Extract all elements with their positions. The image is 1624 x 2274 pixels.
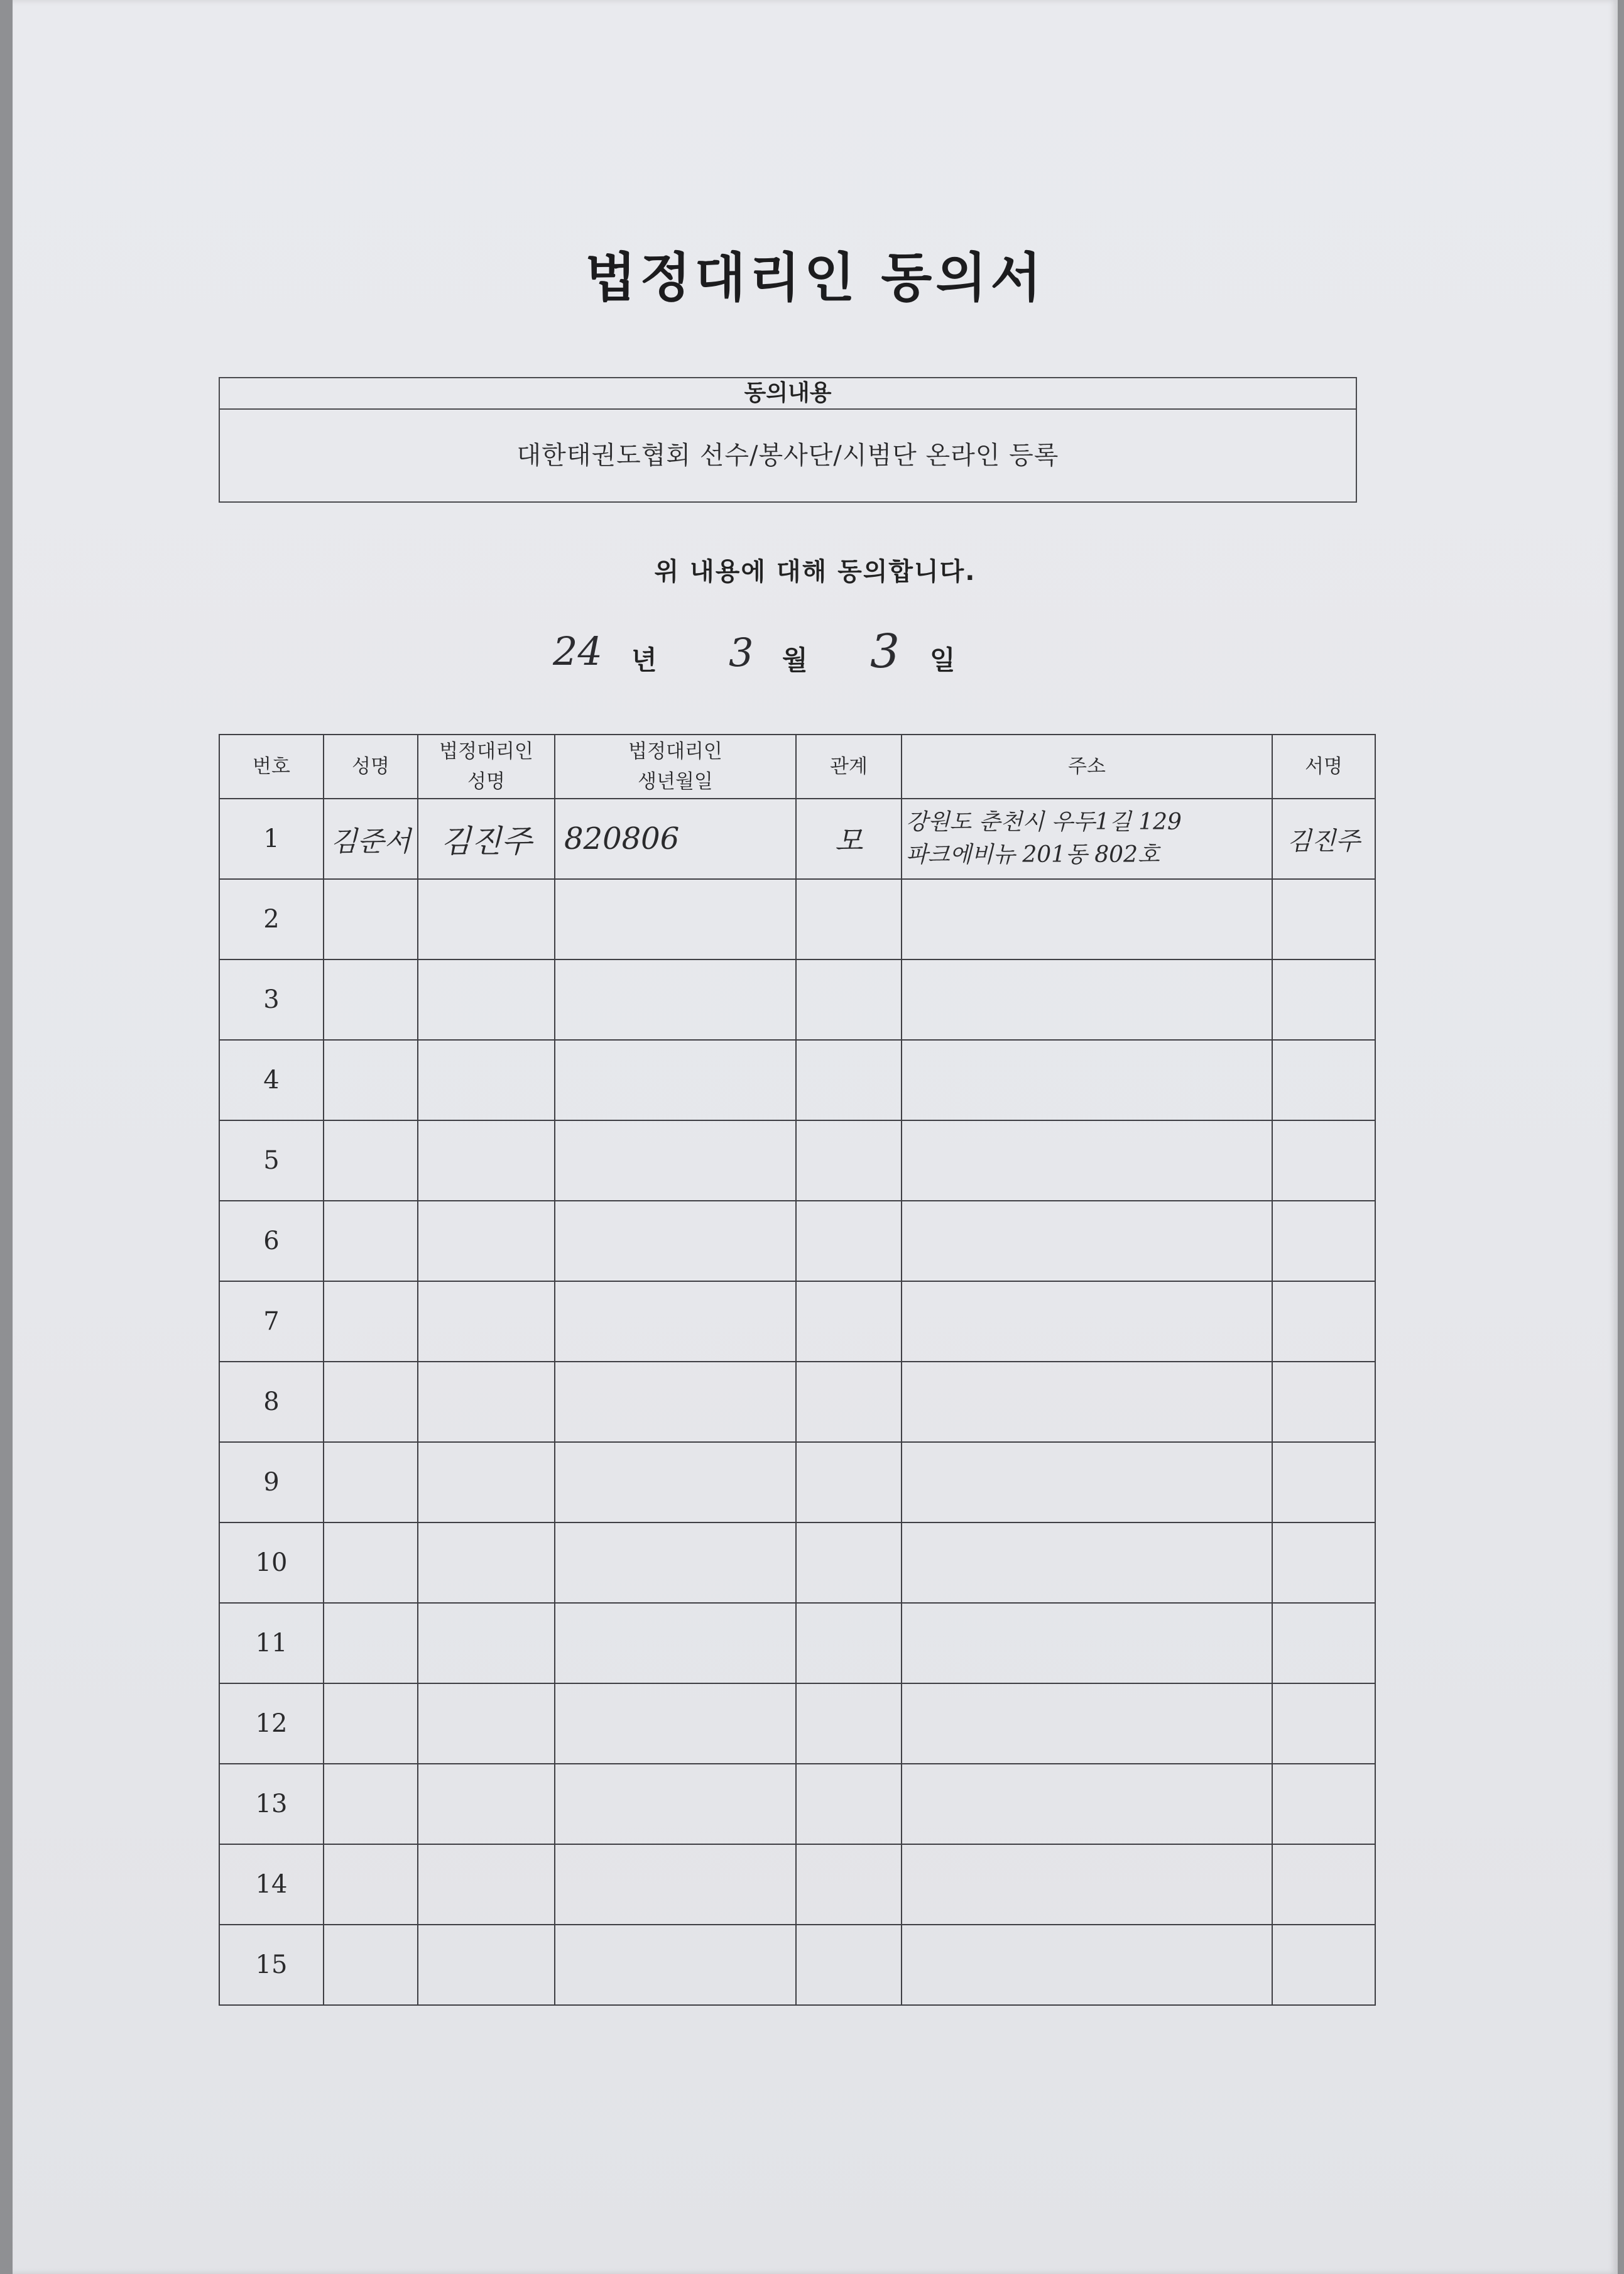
cell-address [902, 1683, 1272, 1764]
cell-relation [796, 1603, 902, 1683]
header-signature: 서명 [1272, 735, 1375, 799]
header-name: 성명 [324, 735, 418, 799]
cell-relation [796, 1442, 902, 1522]
cell-guardian-birth [555, 1925, 796, 2005]
cell-name [324, 1442, 418, 1522]
cell-signature [1272, 959, 1375, 1040]
address-line1: 강원도 춘천시 우두1길 129 [906, 809, 1182, 835]
header-guardian-birth-line2: 생년월일 [638, 770, 713, 793]
row-number: 15 [219, 1925, 324, 2005]
date-month-unit: 월 [782, 645, 808, 675]
row-number: 4 [219, 1040, 324, 1120]
row-number: 13 [219, 1764, 324, 1844]
row-number: 8 [219, 1362, 324, 1442]
date-day-handwritten: 3 [870, 625, 900, 679]
cell-name [324, 1764, 418, 1844]
table-header-row [219, 735, 1375, 799]
cell-name [324, 879, 418, 959]
table-row [219, 1120, 1375, 1201]
cell-relation [796, 1040, 902, 1120]
cell-relation [796, 1522, 902, 1603]
cell-name [324, 1844, 418, 1925]
table-row [219, 1201, 1375, 1281]
cell-name [324, 1362, 418, 1442]
cell-address [902, 1362, 1272, 1442]
row-number: 10 [219, 1522, 324, 1603]
table-row [219, 1844, 1375, 1925]
cell-name [324, 1120, 418, 1201]
cell-guardian-birth [555, 1362, 796, 1442]
agree-statement: 위 내용에 대해 동의합니다. [654, 557, 976, 586]
cell-relation [796, 1925, 902, 2005]
table-row [219, 1281, 1375, 1362]
cell-address [902, 1764, 1272, 1844]
cell-guardian-birth [555, 1844, 796, 1925]
cell-guardian-name [418, 1442, 555, 1522]
cell-guardian-birth [555, 1201, 796, 1281]
cell-guardian-birth [555, 1040, 796, 1120]
cell-address [902, 1603, 1272, 1683]
cell-signature [1272, 879, 1375, 959]
header-guardian-name-line1: 법정대리인 [439, 740, 533, 763]
cell-relation [796, 1120, 902, 1201]
cell-name [324, 1683, 418, 1764]
cell-guardian-name [418, 1925, 555, 2005]
date-line [13, 625, 1618, 685]
cell-signature [1272, 1201, 1375, 1281]
cell-name [324, 959, 418, 1040]
cell-signature [1272, 1281, 1375, 1362]
cell-relation [796, 1201, 902, 1281]
cell-relation [796, 1683, 902, 1764]
row-number: 11 [219, 1603, 324, 1683]
relation-handwritten: 모 [796, 799, 902, 879]
cell-guardian-birth [555, 1120, 796, 1201]
guardian-name-handwritten: 김진주 [418, 799, 555, 879]
table-row [219, 959, 1375, 1040]
table-row [219, 1603, 1375, 1683]
cell-guardian-name [418, 1040, 555, 1120]
cell-name [324, 1040, 418, 1120]
cell-relation [796, 1844, 902, 1925]
cell-guardian-birth [555, 1683, 796, 1764]
cell-relation [796, 1281, 902, 1362]
table-row [219, 1442, 1375, 1522]
header-guardian-name [418, 735, 555, 799]
cell-address [902, 1925, 1272, 2005]
paper-sheet [13, 0, 1618, 2274]
row-number: 1 [219, 799, 324, 879]
row-number: 12 [219, 1683, 324, 1764]
date-month-handwritten: 3 [729, 630, 754, 675]
cell-name [324, 1281, 418, 1362]
cell-address [902, 1844, 1272, 1925]
cell-signature [1272, 1522, 1375, 1603]
cell-address [902, 1442, 1272, 1522]
cell-guardian-name [418, 1522, 555, 1603]
cell-guardian-name [418, 1362, 555, 1442]
cell-guardian-name [418, 1201, 555, 1281]
cell-guardian-birth [555, 1764, 796, 1844]
date-year-unit: 년 [631, 645, 657, 675]
cell-relation [796, 879, 902, 959]
cell-guardian-birth [555, 1603, 796, 1683]
cell-signature [1272, 1040, 1375, 1120]
date-year-handwritten: 24 [553, 628, 602, 674]
document-title: 법정대리인 동의서 [585, 247, 1045, 309]
row-number: 9 [219, 1442, 324, 1522]
cell-signature [1272, 1362, 1375, 1442]
cell-name [324, 1925, 418, 2005]
cell-guardian-name [418, 1683, 555, 1764]
address-handwritten [902, 799, 1272, 879]
cell-relation [796, 1362, 902, 1442]
row-number: 2 [219, 879, 324, 959]
table-row [219, 879, 1375, 959]
consent-box [219, 377, 1357, 503]
table-row [219, 1040, 1375, 1120]
cell-guardian-name [418, 1281, 555, 1362]
cell-signature [1272, 1603, 1375, 1683]
cell-guardian-name [418, 1120, 555, 1201]
cell-name [324, 1603, 418, 1683]
table-row [219, 1764, 1375, 1844]
cell-address [902, 959, 1272, 1040]
cell-address [902, 1201, 1272, 1281]
cell-guardian-birth [555, 879, 796, 959]
cell-guardian-name [418, 879, 555, 959]
header-guardian-birth-line1: 법정대리인 [628, 740, 722, 763]
cell-relation [796, 1764, 902, 1844]
cell-signature [1272, 1120, 1375, 1201]
guardian-table [219, 734, 1376, 2006]
header-guardian-birth [555, 735, 796, 799]
header-relation: 관계 [796, 735, 902, 799]
header-guardian-name-line2: 성명 [467, 770, 505, 793]
cell-guardian-name [418, 1603, 555, 1683]
header-address: 주소 [902, 735, 1272, 799]
cell-relation [796, 959, 902, 1040]
cell-guardian-birth [555, 959, 796, 1040]
header-number: 번호 [219, 735, 324, 799]
table-row [219, 1522, 1375, 1603]
cell-guardian-birth [555, 1442, 796, 1522]
cell-guardian-name [418, 959, 555, 1040]
guardian-birth-handwritten: 820806 [555, 799, 796, 879]
cell-name [324, 1201, 418, 1281]
row-number: 5 [219, 1120, 324, 1201]
cell-guardian-birth [555, 1281, 796, 1362]
cell-signature [1272, 1442, 1375, 1522]
cell-signature [1272, 1764, 1375, 1844]
cell-signature [1272, 1683, 1375, 1764]
consent-content: 대한태권도협회 선수/봉사단/시범단 온라인 등록 [516, 441, 1059, 470]
consent-header: 동의내용 [220, 378, 1356, 410]
cell-guardian-name [418, 1844, 555, 1925]
cell-address [902, 1040, 1272, 1120]
cell-address [902, 1281, 1272, 1362]
row-number: 6 [219, 1201, 324, 1281]
cell-signature [1272, 1925, 1375, 2005]
address-line2: 파크에비뉴 201동 802호 [906, 842, 1160, 868]
cell-name [324, 1522, 418, 1603]
row-number: 14 [219, 1844, 324, 1925]
table-row [219, 1925, 1375, 2005]
table-row [219, 1683, 1375, 1764]
cell-address [902, 879, 1272, 959]
row-number: 3 [219, 959, 324, 1040]
cell-address [902, 1522, 1272, 1603]
row-number: 7 [219, 1281, 324, 1362]
cell-guardian-birth [555, 1522, 796, 1603]
signature-handwritten: 김진주 [1272, 799, 1375, 879]
table-row [219, 799, 1375, 879]
cell-signature [1272, 1844, 1375, 1925]
cell-address [902, 1120, 1272, 1201]
date-day-unit: 일 [930, 645, 956, 675]
table-row [219, 1362, 1375, 1442]
cell-guardian-name [418, 1764, 555, 1844]
child-name-handwritten: 김준서 [324, 799, 418, 879]
